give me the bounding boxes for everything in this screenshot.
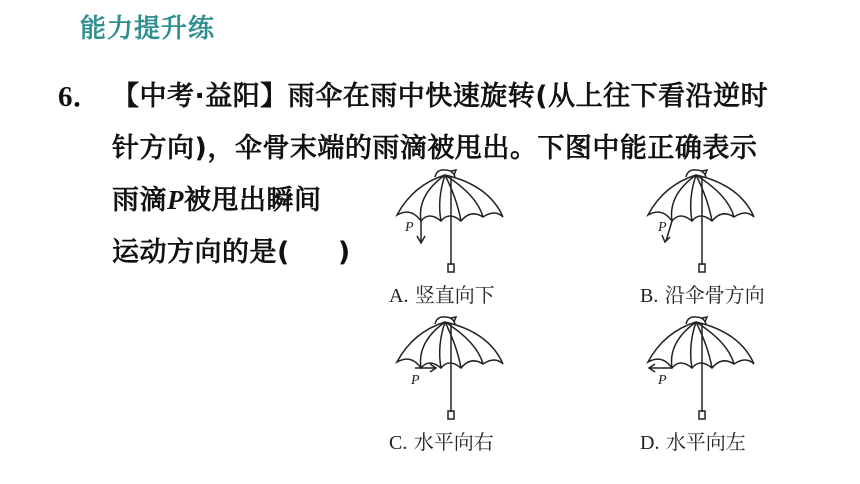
option-b[interactable] (636, 165, 826, 310)
question-text-line-2: 针方向)，伞骨末端的雨滴被甩出。下图中能正确表示 (112, 133, 758, 164)
question-text-part: 雨滴 (112, 185, 167, 216)
svg-text:P: P (658, 373, 667, 388)
option-d-caption: D. 水平向左 (640, 430, 746, 454)
option-c-caption: C. 水平向右 (389, 430, 494, 454)
svg-text:P: P (411, 373, 420, 388)
umbrella-d-icon (636, 312, 826, 422)
question-text-line-1: 【中考·益阳】雨伞在雨中快速旋转(从上往下看沿逆时 (112, 81, 769, 112)
question-text-line-3 (112, 178, 322, 217)
umbrella-a-icon (385, 165, 575, 275)
section-title: 能力提升练 (80, 14, 216, 44)
variable-p: P (167, 185, 184, 215)
umbrella-b-icon (636, 165, 826, 275)
question-number: 6． (58, 81, 102, 113)
question-text-part: ) (337, 237, 351, 268)
svg-text:P: P (658, 220, 667, 235)
option-a-caption: A. 竖直向下 (389, 283, 495, 307)
question-text-part: 被甩出瞬间 (184, 185, 322, 216)
option-a[interactable] (385, 165, 575, 310)
umbrella-c-icon (385, 312, 575, 422)
option-c[interactable] (385, 312, 575, 457)
option-d[interactable] (636, 312, 826, 457)
option-b-caption: B. 沿伞骨方向 (640, 283, 765, 307)
header-bar (0, 0, 860, 46)
svg-text:P: P (405, 220, 414, 235)
question-text-line-4 (112, 230, 351, 269)
question-text-part: 运动方向的是( (112, 237, 290, 268)
